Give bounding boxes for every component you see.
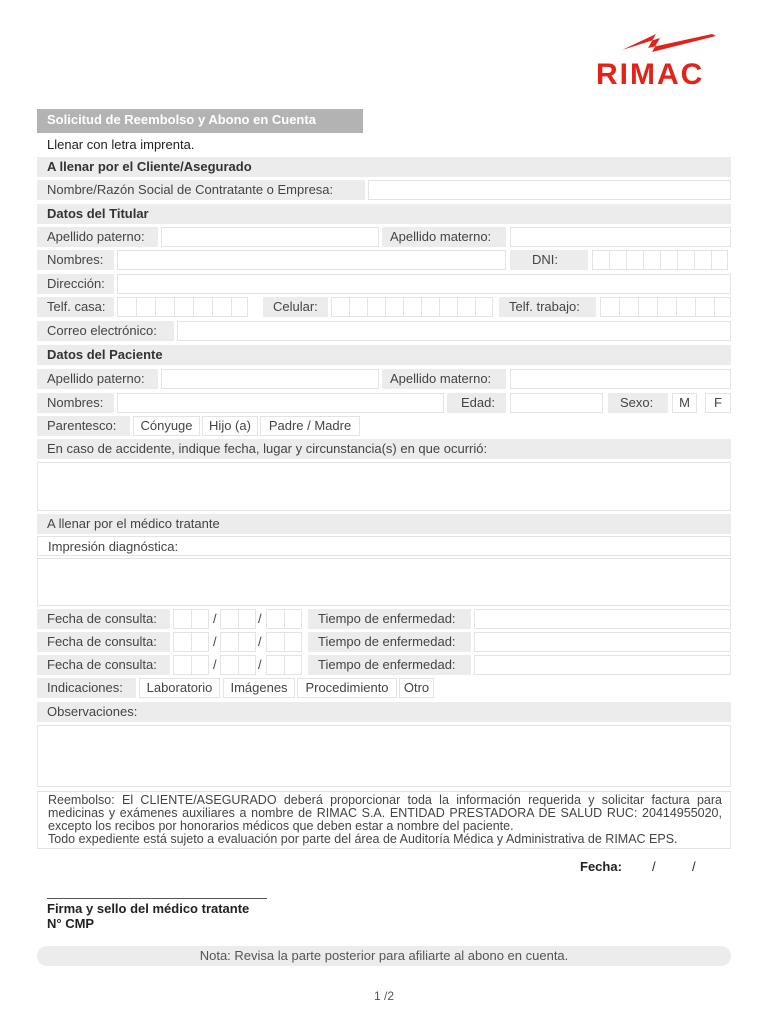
fecha-consulta-month-field[interactable] xyxy=(220,609,256,629)
accidente-textarea[interactable] xyxy=(37,462,731,511)
titular-dni-label: DNI: xyxy=(510,250,588,270)
titular-direccion-field[interactable] xyxy=(117,274,731,294)
titular-correo-field[interactable] xyxy=(177,321,731,341)
fecha-consulta-label: Fecha de consulta: xyxy=(37,655,170,675)
date-separator: / xyxy=(258,611,262,626)
paciente-sexo-label: Sexo: xyxy=(608,393,668,413)
page-number: 1 /2 xyxy=(373,989,394,1003)
indicaciones-label: Indicaciones: xyxy=(37,678,136,698)
observaciones-label: Observaciones: xyxy=(37,702,731,722)
titular-telf-trabajo-label: Telf. trabajo: xyxy=(499,297,596,317)
indicacion-imagenes-option[interactable]: Imágenes xyxy=(223,678,295,698)
titular-apellido-paterno-field[interactable] xyxy=(161,227,379,247)
date-separator: / xyxy=(213,657,217,672)
nota-banner: Nota: Revisa la parte posterior para afiliarte al abono en cuenta. xyxy=(37,946,731,966)
titular-telf-casa-label: Telf. casa: xyxy=(37,297,114,317)
paciente-nombres-label: Nombres: xyxy=(37,393,114,413)
parentesco-padre-madre-option[interactable]: Padre / Madre xyxy=(260,416,360,436)
tiempo-enfermedad-label: Tiempo de enfermedad: xyxy=(308,632,471,652)
fecha-consulta-month-field[interactable] xyxy=(220,632,256,652)
titular-celular-label: Celular: xyxy=(263,297,328,317)
fecha-consulta-year-field[interactable] xyxy=(266,632,302,652)
fecha-separator: / xyxy=(652,859,656,874)
parentesco-hijo-option[interactable]: Hijo (a) xyxy=(202,416,258,436)
fecha-label: Fecha: xyxy=(580,859,622,874)
date-separator: / xyxy=(258,634,262,649)
fecha-consulta-day-field[interactable] xyxy=(173,655,209,675)
impresion-diagnostica-textarea[interactable] xyxy=(37,558,731,606)
section-titular-heading: Datos del Titular xyxy=(37,204,731,224)
paciente-edad-label: Edad: xyxy=(447,393,506,413)
nombre-razon-field[interactable] xyxy=(368,180,731,200)
paciente-apellido-materno-label: Apellido materno: xyxy=(382,369,506,389)
titular-nombres-field[interactable] xyxy=(117,250,506,270)
accidente-label: En caso de accidente, indique fecha, lugar y circunstancia(s) en que ocurrió: xyxy=(37,439,731,459)
expediente-text: Todo expediente está sujeto a evaluación por parte del área de Auditoría Médica y Administrativa de RIMAC EPS. xyxy=(48,832,678,846)
reembolso-notice xyxy=(37,791,731,849)
paciente-apellido-materno-field[interactable] xyxy=(510,369,731,389)
titular-direccion-label: Dirección: xyxy=(37,274,114,294)
tiempo-enfermedad-label: Tiempo de enfermedad: xyxy=(308,655,471,675)
section-paciente-heading: Datos del Paciente xyxy=(37,345,731,365)
date-separator: / xyxy=(213,634,217,649)
nombre-razon-label: Nombre/Razón Social de Contratante o Empresa: xyxy=(37,180,365,200)
fecha-consulta-month-field[interactable] xyxy=(220,655,256,675)
sexo-f-option[interactable]: F xyxy=(705,393,731,413)
impresion-diagnostica-label: Impresión diagnóstica: xyxy=(37,536,731,556)
indicacion-procedimiento-option[interactable]: Procedimiento xyxy=(297,678,397,698)
fecha-consulta-label: Fecha de consulta: xyxy=(37,609,170,629)
tiempo-enfermedad-label: Tiempo de enfermedad: xyxy=(308,609,471,629)
paciente-edad-field[interactable] xyxy=(510,393,603,413)
date-separator: / xyxy=(258,657,262,672)
parentesco-conyuge-option[interactable]: Cónyuge xyxy=(133,416,200,436)
section-cliente-heading: A llenar por el Cliente/Asegurado xyxy=(37,157,731,177)
fecha-separator: / xyxy=(692,859,696,874)
titular-telf-trabajo-field[interactable] xyxy=(600,297,731,317)
date-separator: / xyxy=(213,611,217,626)
rimac-logo-text: RIMAC xyxy=(596,58,705,91)
firma-label: Firma y sello del médico tratante xyxy=(47,901,250,916)
fecha-consulta-label: Fecha de consulta: xyxy=(37,632,170,652)
cmp-label: N° CMP xyxy=(47,916,95,931)
observaciones-textarea[interactable] xyxy=(37,725,731,787)
paciente-apellido-paterno-field[interactable] xyxy=(161,369,379,389)
paciente-apellido-paterno-label: Apellido paterno: xyxy=(37,369,158,389)
titular-correo-label: Correo electrónico: xyxy=(37,321,174,341)
rimac-logo xyxy=(596,28,736,90)
indicacion-laboratorio-option[interactable]: Laboratorio xyxy=(139,678,220,698)
instruction-text: Llenar con letra imprenta. xyxy=(47,137,195,152)
fecha-consulta-year-field[interactable] xyxy=(266,609,302,629)
tiempo-enfermedad-field[interactable] xyxy=(474,609,731,629)
tiempo-enfermedad-field[interactable] xyxy=(474,632,731,652)
reembolso-text: Reembolso: El CLIENTE/ASEGURADO deberá proporcionar toda la información requerida y solicitar factura para medicinas y exámenes auxiliares a nombre de RIMAC S.A. ENTIDAD PRESTADORA DE SALUD RUC: 20414955020, excepto los recibos por honorarios médicos que deben estar a nombre del paciente. xyxy=(48,793,722,833)
signature-line xyxy=(47,898,267,899)
fecha-consulta-day-field[interactable] xyxy=(173,632,209,652)
form-title: Solicitud de Reembolso y Abono en Cuenta xyxy=(37,109,363,133)
rimac-logo-mark-icon xyxy=(616,28,726,60)
tiempo-enfermedad-field[interactable] xyxy=(474,655,731,675)
sexo-m-option[interactable]: M xyxy=(672,393,697,413)
titular-apellido-materno-field[interactable] xyxy=(510,227,731,247)
titular-apellido-materno-label: Apellido materno: xyxy=(382,227,506,247)
titular-telf-casa-field[interactable] xyxy=(117,297,248,317)
titular-dni-field[interactable] xyxy=(592,250,728,270)
paciente-parentesco-label: Parentesco: xyxy=(37,416,130,436)
titular-nombres-label: Nombres: xyxy=(37,250,114,270)
fecha-consulta-day-field[interactable] xyxy=(173,609,209,629)
titular-celular-field[interactable] xyxy=(331,297,493,317)
section-medico-heading: A llenar por el médico tratante xyxy=(37,514,731,534)
fecha-consulta-year-field[interactable] xyxy=(266,655,302,675)
titular-apellido-paterno-label: Apellido paterno: xyxy=(37,227,158,247)
paciente-nombres-field[interactable] xyxy=(117,393,444,413)
indicacion-otro-option[interactable]: Otro xyxy=(399,678,434,698)
